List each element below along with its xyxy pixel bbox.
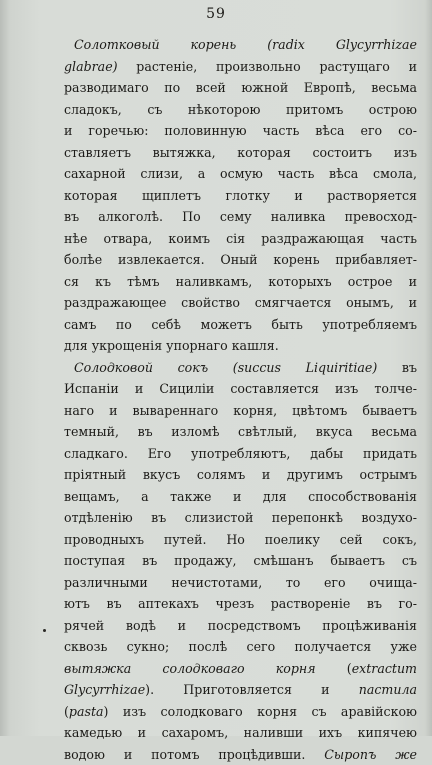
- text-line: [64, 314, 417, 336]
- text-run: темный, въ изломѣ свѣтлый, вкуса весьма: [64, 424, 417, 439]
- italic-text: Сыропъ же: [324, 747, 417, 762]
- italic-text: Солотковый корень: [74, 37, 267, 52]
- text-run: растеніе, произвольно растущаго и: [136, 59, 417, 74]
- text-run: ). Приготовляется и: [145, 682, 359, 697]
- text-run: камедью и сахаромъ, наливши ихъ кипячею: [64, 725, 417, 740]
- text-run: наго и вывареннаго корня, цвѣтомъ бываетъ: [64, 403, 417, 418]
- text-line: [64, 744, 417, 765]
- italic-text: pasta: [69, 704, 104, 719]
- text-run: (: [347, 661, 352, 676]
- text-run: разводимаго по всей южной Европѣ, весьма: [64, 80, 417, 95]
- text-line: [64, 56, 417, 78]
- text-line: [64, 658, 417, 680]
- text-run: Испаніи и Сициліи составляется изъ толче-: [64, 381, 417, 396]
- text-line: [64, 271, 417, 293]
- text-run: сквозь сукно; послѣ сего получается уже: [64, 639, 417, 654]
- italic-text: Glycyrrhizae: [64, 682, 145, 697]
- text-run: сладкаго. Его употребляютъ, дабы придать: [64, 446, 417, 461]
- text-run: для укрощенія упорнаго кашля.: [64, 338, 279, 353]
- italic-text: вытяжка солодковаго корня: [64, 661, 347, 676]
- text-run: отдѣленію въ слизистой перепонкѣ воздухо-: [64, 510, 417, 525]
- text-line: [64, 421, 417, 443]
- text-line: [64, 486, 417, 508]
- text-run: болѣе извлекается. Оный корень прибавляет-: [64, 252, 417, 267]
- text-line: [64, 550, 417, 572]
- ink-speck: [43, 629, 46, 632]
- text-line: [64, 77, 417, 99]
- text-line: [64, 357, 417, 379]
- text-run: ютъ въ аптекахъ чрезъ раствореніе въ го-: [64, 596, 417, 611]
- text-run: (: [64, 704, 69, 719]
- text-line: [64, 443, 417, 465]
- text-line: [64, 400, 417, 422]
- text-run: нѣе отвара, коимъ сія раздражающая часть: [64, 231, 417, 246]
- text-line: [64, 507, 417, 529]
- text-run: въ алкоголѣ. По сему наливка превосход-: [64, 209, 417, 224]
- text-line: [64, 593, 417, 615]
- text-run: различными нечистотами, то его очища-: [64, 575, 417, 590]
- italic-text: extractum: [352, 661, 417, 676]
- text-line: [64, 572, 417, 594]
- text-line: [64, 378, 417, 400]
- text-run: ся къ тѣмъ наливкамъ, которыхъ острое и: [64, 274, 417, 289]
- text-run: вещамъ, а также и для способствованія: [64, 489, 417, 504]
- text-run: ) изъ солодковаго корня съ аравійскою: [104, 704, 417, 719]
- text-line: [64, 228, 417, 250]
- italic-text: (radix Glycyrrhizae: [267, 37, 417, 52]
- text-run: самъ по себѣ можетъ быть употребляемъ: [64, 317, 417, 332]
- text-run: и горечью: половинную часть вѣса его со-: [64, 123, 417, 138]
- body-text: [64, 34, 417, 765]
- text-run: въ: [402, 360, 417, 375]
- text-run: сладокъ, съ нѣкоторою притомъ острою: [64, 102, 417, 117]
- text-line: [64, 120, 417, 142]
- text-line: [64, 185, 417, 207]
- text-line: [64, 249, 417, 271]
- text-run: которая щиплетъ глотку и растворяется: [64, 188, 417, 203]
- italic-text: (succus Liquiritiae): [233, 360, 402, 375]
- text-line: [64, 615, 417, 637]
- text-line: [64, 701, 417, 723]
- text-line: [64, 464, 417, 486]
- text-line: [64, 34, 417, 56]
- text-line: [64, 529, 417, 551]
- text-line: [64, 292, 417, 314]
- italic-text: glabrae): [64, 59, 136, 74]
- text-run: пріятный вкусъ солямъ и другимъ острымъ: [64, 467, 417, 482]
- text-line: [64, 206, 417, 228]
- text-run: проводныхъ путей. Но поелику сей сокъ,: [64, 532, 417, 547]
- text-line: [64, 163, 417, 185]
- italic-text: пастила: [359, 682, 417, 697]
- text-run: ставляетъ вытяжка, которая состоитъ изъ: [64, 145, 417, 160]
- text-line: [64, 722, 417, 744]
- text-run: сахарной слизи, а осмую часть вѣса смола,: [64, 166, 417, 181]
- text-line: [64, 636, 417, 658]
- text-line: [64, 99, 417, 121]
- text-line: [64, 335, 417, 357]
- text-run: поступая въ продажу, смѣшанъ бываетъ съ: [64, 553, 417, 568]
- page-number: 59: [0, 6, 432, 22]
- italic-text: Солодковой сокъ: [74, 360, 233, 375]
- text-run: водою и потомъ процѣдивши.: [64, 747, 324, 762]
- text-line: [64, 142, 417, 164]
- text-run: раздражающее свойство смягчается онымъ, и: [64, 295, 417, 310]
- text-line: [64, 679, 417, 701]
- text-run: рячей водѣ и посредствомъ процѣживанія: [64, 618, 417, 633]
